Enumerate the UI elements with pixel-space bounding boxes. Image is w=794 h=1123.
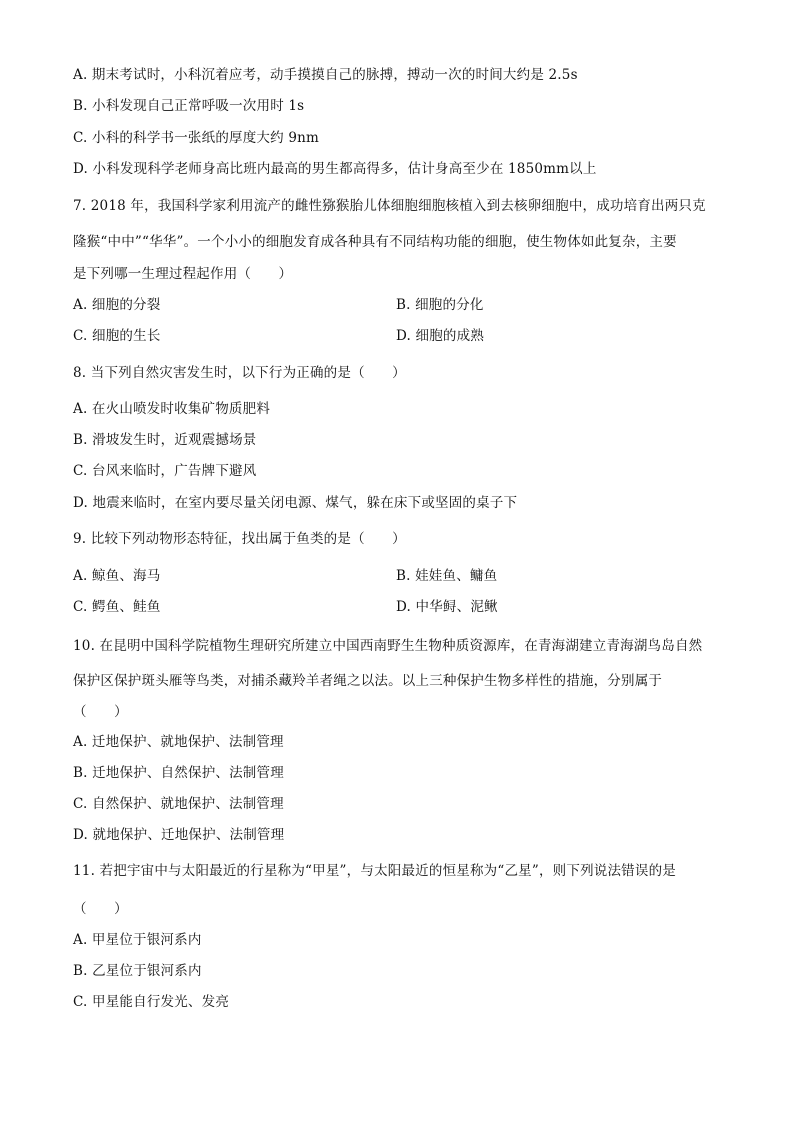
- q8-option-c: C. 台风来临时，广告牌下避风: [73, 463, 257, 479]
- q10-option-a: A. 迁地保护、就地保护、法制管理: [73, 734, 284, 750]
- q11-option-b: B. 乙星位于银河系内: [73, 963, 202, 979]
- q10-option-b: B. 迁地保护、自然保护、法制管理: [73, 765, 284, 781]
- q9-option-c: C. 鳄鱼、鲑鱼: [73, 599, 161, 615]
- q11-option-c: C. 甲星能自行发光、发亮: [73, 994, 230, 1010]
- q10-stem-line-2: 保护区保护斑头雁等鸟类，对捕杀藏羚羊者绳之以法。以上三种保护生物多样性的措施，分别属于: [73, 673, 663, 689]
- q8-option-d: D. 地震来临时，在室内要尽量关闭电源、煤气，躲在床下或坚固的桌子下: [73, 495, 518, 511]
- q8-stem: 8. 当下列自然灾害发生时，以下行为正确的是（ ）: [73, 365, 406, 381]
- q7-option-d: D. 细胞的成熟: [396, 328, 485, 344]
- q9-option-a: A. 鲸鱼、海马: [73, 568, 161, 584]
- q8-option-a: A. 在火山喷发时收集矿物质肥料: [73, 401, 271, 417]
- q11-stem-line-2: （ ）: [73, 901, 128, 917]
- q6-option-d: D. 小科发现科学老师身高比班内最高的男生都高得多，估计身高至少在 1850mm以上: [73, 161, 597, 177]
- q7-option-b: B. 细胞的分化: [396, 297, 484, 313]
- q9-stem: 9. 比较下列动物形态特征，找出属于鱼类的是（ ）: [73, 531, 406, 547]
- q6-option-b: B. 小科发现自己正常呼吸一次用时 1s: [73, 98, 305, 114]
- q10-option-d: D. 就地保护、迁地保护、法制管理: [73, 827, 285, 843]
- q7-stem-line-3: 是下列哪一生理过程起作用（ ）: [73, 266, 293, 282]
- q10-stem-line-1: 10. 在昆明中国科学院植物生理研究所建立中国西南野生生物种质资源库，在青海湖建立青海湖鸟岛自然: [73, 638, 703, 654]
- q6-option-c: C. 小科的科学书一张纸的厚度大约 9nm: [73, 130, 320, 146]
- q9-option-b: B. 娃娃鱼、鳙鱼: [396, 568, 498, 584]
- q10-option-c: C. 自然保护、就地保护、法制管理: [73, 796, 284, 812]
- q6-option-a: A. 期末考试时，小科沉着应考，动手摸摸自己的脉搏，搏动一次的时间大约是 2.5s: [73, 67, 578, 83]
- q7-option-a: A. 细胞的分裂: [73, 297, 161, 313]
- q10-stem-line-3: （ ）: [73, 704, 128, 720]
- q9-option-d: D. 中华鲟、泥鳅: [396, 599, 498, 615]
- q11-option-a: A. 甲星位于银河系内: [73, 932, 202, 948]
- q7-option-c: C. 细胞的生长: [73, 328, 161, 344]
- q7-stem-line-1: 7. 2018 年，我国科学家利用流产的雌性猕猴胎儿体细胞细胞核植入到去核卵细胞中，成功培育出两只克: [73, 198, 706, 214]
- q11-stem-line-1: 11. 若把宇宙中与太阳最近的行星称为“甲星”，与太阳最近的恒星称为“乙星”，则下列说法错误的是: [73, 863, 676, 879]
- q7-stem-line-2: 隆猴“中中”“华华”。一个小小的细胞发育成各种具有不同结构功能的细胞，使生物体如此复杂，主要: [73, 234, 677, 250]
- q8-option-b: B. 滑坡发生时，近观震撼场景: [73, 432, 257, 448]
